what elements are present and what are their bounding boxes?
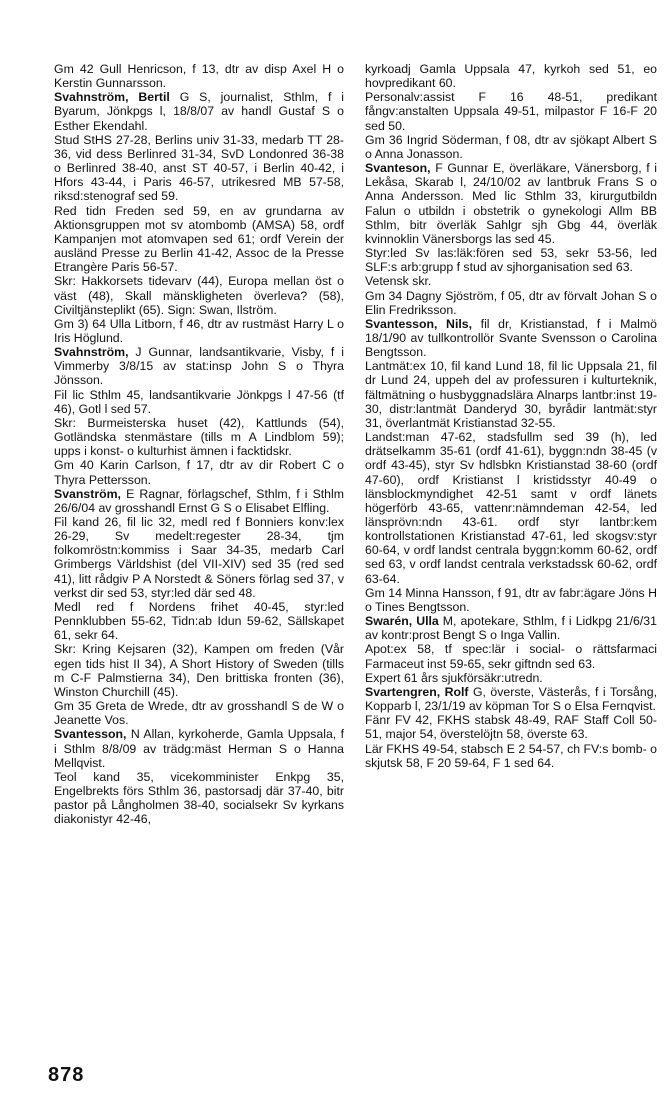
entry-paragraph: Landst:man 47-62, stadsfullm sed 39 (h), led drätselkamm 35-61 (ordf 41-61), byggn:ndn 38-45 (v ordf 43-45), styr Sv hdlsbkn Kristianstad 38-60 (ordf 47-60), ordf Kristianst l kristidsstyr 40-49 o länsblockmyndighet 42-51 samt v ordf länets högerförb 43-65, vattenr:nämndeman 42-54, led länsprövn:ndn 43-61. ordf styr lantbr:kem kontrollstationen Kristianstad 47-61, led skogsv:styr 60-64, v ordf landst centrala byggn:komm 60-62, ordf sed 63, v ordf landst centrala verkstadssk 60-62, ordf 63-64. xyxy=(365,430,657,586)
right-column xyxy=(365,62,657,770)
entry-name: Svantesson, Nils, xyxy=(365,316,473,331)
left-column xyxy=(54,62,344,826)
page-number: 878 xyxy=(48,1064,85,1086)
entry-paragraph: Lantmät:ex 10, fil kand Lund 18, fil lic Uppsala 21, fil dr Lund 24, uppeh del av professuren i kulturteknik, fältmätning o husbyggnadslära Alnarps lantbr:inst 19-30, distr:lantmät Danderyd 30, byrådir lantmät:styr 31, överlantmät Kristianstad 32-55. xyxy=(365,359,657,430)
entry-paragraph: Svanteson, F Gunnar E, överläkare, Vänersborg, f i Lekåsa, Skarab l, 24/10/02 av lantbruk Frans S o Anna Andersson. Med lic Sthlm 33, kirurgutbildn Falun o utbildn i obstetrik o gynekologi Allm BB Sthlm, bitr överläk Sahlgr sjh Gbg 44, överläk kvinnoklin Vänersborgs las sed 45. xyxy=(365,161,657,246)
entry-paragraph: Gm 3) 64 Ulla Litborn, f 46, dtr av rustmäst Harry L o Iris Höglund. xyxy=(54,316,344,345)
entry-paragraph: Svantesson, N Allan, kyrkoherde, Gamla Uppsala, f i Sthlm 8/8/09 av trädg:mäst Herman S o Hanna Mellqvist. xyxy=(54,727,344,770)
entry-paragraph: Skr: Kring Kejsaren (32), Kampen om freden (Vår egen tids hist II 34), A Short History of Sweden (tills m C-F Palmstierna 34), Den brittiska fronten (36), Winston Churchill (45). xyxy=(54,642,344,699)
entry-paragraph: Skr: Hakkorsets tidevarv (44), Europa mellan öst o väst (48), Skall mänskligheten överleva? (58), Civiltjänsteplikt (65). Sign: Swan, Ilström. xyxy=(54,274,344,317)
entry-paragraph: Svahnström, Bertil G S, journalist, Sthlm, f i Byarum, Jönkpgs l, 18/8/07 av handl Gustaf S o Esther Ekendahl. xyxy=(54,90,344,133)
entry-name: Svantesson, xyxy=(54,727,127,742)
entry-paragraph: kyrkoadj Gamla Uppsala 47, kyrkoh sed 51, eo hovpredikant 60. xyxy=(365,62,657,91)
entry-paragraph: Gm 40 Karin Carlson, f 17, dtr av dir Robert C o Thyra Pettersson. xyxy=(54,458,344,487)
entry-paragraph: Gm 42 Gull Henricson, f 13, dtr av disp Axel H o Kerstin Gunnarsson. xyxy=(54,62,344,91)
entry-name: Svanteson, xyxy=(365,161,431,176)
entry-name: Svanström, xyxy=(54,486,121,501)
entry-name: Svahnström, Bertil xyxy=(54,90,170,105)
entry-paragraph: Swarén, Ulla M, apotekare, Sthlm, f i Lidkpg 21/6/31 av kontr:prost Bengt S o Inga Vallin. xyxy=(365,614,657,643)
entry-paragraph: Gm 36 Ingrid Söderman, f 08, dtr av sjökapt Albert S o Anna Jonasson. xyxy=(365,132,657,161)
entry-paragraph: Fil lic Sthlm 45, landsantikvarie Jönkpgs l 47-56 (tf 46), Gotl l sed 57. xyxy=(54,387,344,416)
entry-paragraph: Fänr FV 42, FKHS stabsk 48-49, RAF Staff Coll 50-51, major 54, överstelöjtn 58, överste 63. xyxy=(365,713,657,742)
entry-paragraph: Skr: Burmeisterska huset (42), Kattlunds (54), Gotländska stenmästare (tills m A Lindblom 59); upps i konst- o kulturhist ämnen i facktidskr. xyxy=(54,415,344,459)
entry-paragraph: Gm 34 Dagny Sjöström, f 05, dtr av förvalt Johan S o Elin Fredriksson. xyxy=(365,288,657,317)
entry-paragraph: Svahnström, J Gunnar, landsantikvarie, Visby, f i Vimmerby 3/8/15 av stat:insp John S o Thyra Jönsson. xyxy=(54,345,344,388)
entry-paragraph: Svantesson, Nils, fil dr, Kristianstad, f i Malmö 18/1/90 av tullkontrollör Svante Svensson o Carolina Bengtsson. xyxy=(365,316,657,360)
entry-paragraph: Svartengren, Rolf G, överste, Västerås, f i Torsång, Kopparb l, 23/1/19 av köpman Tor S o Elsa Fernqvist. xyxy=(365,684,657,714)
entry-paragraph: Lär FKHS 49-54, stabsch E 2 54-57, ch FV:s bomb- o skjutsk 58, F 20 59-64, F 1 sed 64. xyxy=(365,741,657,770)
entry-paragraph: Personalv:assist F 16 48-51, predikant fångv:anstalten Uppsala 49-51, milpastor F 16-F 20 sed 50. xyxy=(365,90,657,133)
entry-name: Swarén, Ulla xyxy=(365,614,439,629)
entry-paragraph: Fil kand 26, fil lic 32, medl red f Bonniers konv:lex 26-29, Sv medelt:regester 28-34, tjm folkomröstn:kommiss i Saar 34-35, medarb Carl Grimbergs Världshist (del VII-XIV) sed 35 (red sed 41), litt rådgiv P A Norstedt & Söners förlag sed 37, v verkst dir sed 53, styr:led där sed 48. xyxy=(54,515,344,600)
entry-paragraph: Medl red f Nordens frihet 40-45, styr:led Pennklubben 55-62, Tidn:ab Idun 59-62, Sällskapet 61, sekr 64. xyxy=(54,599,344,643)
entry-paragraph: Svanström, E Ragnar, förlagschef, Sthlm, f i Sthlm 26/6/04 av grosshandl Ernst G S o Elisabet Elfling. xyxy=(54,486,344,515)
entry-name: Svartengren, Rolf xyxy=(365,684,469,699)
entry-paragraph: Teol kand 35, vicekomminister Enkpg 35, Engelbrekts förs Sthlm 36, pastorsadj där 37-40, bitr pastor på Långholmen 38-40, socialsekr Sv kyrkans diakonistyr 42-46, xyxy=(54,769,344,827)
entry-paragraph: Vetensk skr. xyxy=(365,274,432,289)
entry-paragraph: Red tidn Freden sed 59, en av grundarna av Aktionsgruppen mot sv atombomb (AMSA) 58, ordf Kampanjen mot atomvapen sed 61; ordf Verein der ausländ Presse zu Berlin 41-42, Assoc de la Presse Etrangère Paris 56-57. xyxy=(54,203,344,275)
entry-paragraph: Apot:ex 58, tf spec:lär i social- o rättsfarmaci Farmaceut inst 59-65, sekr giftndn sed 63. xyxy=(365,642,657,671)
entry-paragraph: Gm 14 Minna Hansson, f 91, dtr av fabr:ägare Jöns H o Tines Bengtsson. xyxy=(365,585,657,614)
entry-paragraph: Gm 35 Greta de Wrede, dtr av grosshandl S de W o Jeanette Vos. xyxy=(54,699,344,728)
entry-name: Svahnström, xyxy=(54,345,129,360)
entry-paragraph: Styr:led Sv las:läk:fören sed 53, sekr 53-56, led SLF:s arb:grupp f stud av sjhorganisation sed 63. xyxy=(365,246,657,275)
entry-paragraph: Stud StHS 27-28, Berlins univ 31-33, medarb TT 28-36, vid dess Berlinred 31-34, SvD Londonred 36-38 o Berlinred 38-40, anst ST 40-57, i Berlin 40-42, i Hfors 43-44, i Paris 46-57, utrikesred MB 57-58, riksd:stenograf sed 59. xyxy=(54,132,344,204)
entry-paragraph: Expert 61 års sjukförsäkr:utredn. xyxy=(365,670,543,685)
